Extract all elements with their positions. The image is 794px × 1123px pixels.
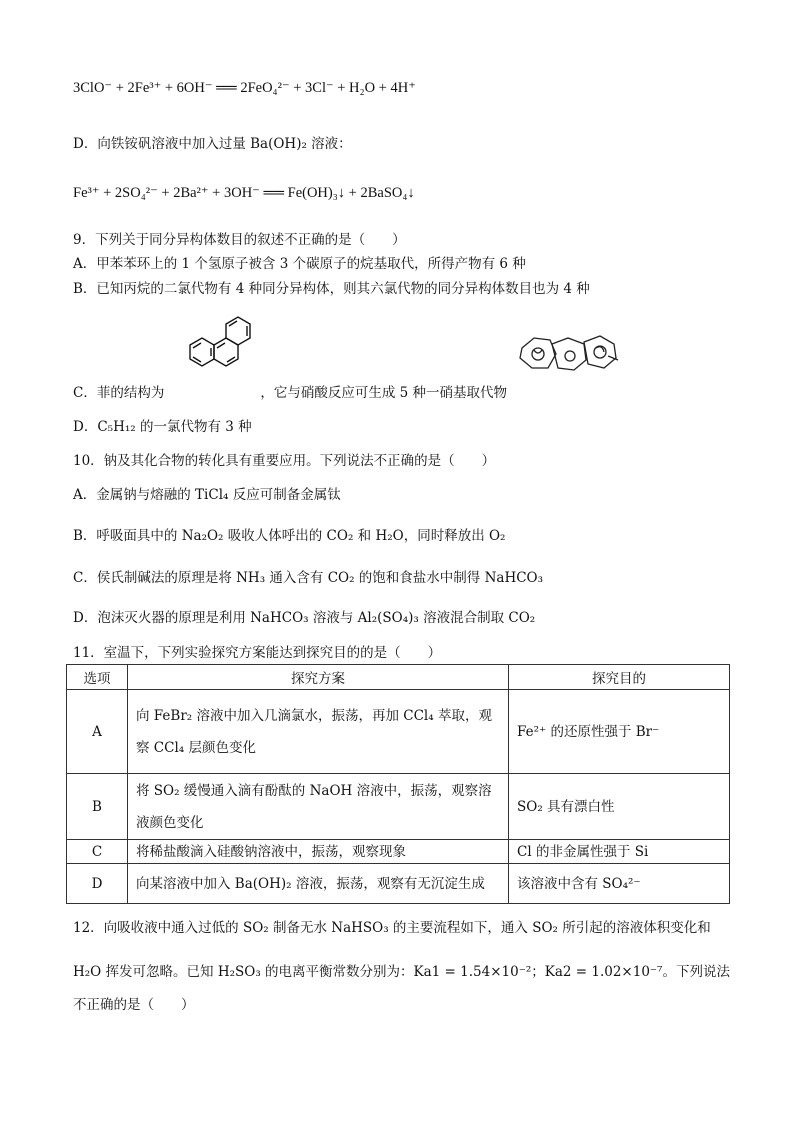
handwritten-sketch: [512, 318, 622, 388]
row-option: B: [67, 774, 128, 840]
header-plan: 探究方案: [128, 665, 509, 690]
q9-option-c-after: ，它与硝酸反应可生成 5 种一硝基取代物: [260, 385, 508, 401]
q12-line-1: 12．向吸收液中通入过低的 SO₂ 制备无水 NaHSO₃ 的主要流程如下，通入 SO₂ 所引起的溶液体积变化和: [73, 920, 711, 936]
row-plan: 将稀盐酸滴入硅酸钠溶液中，振荡，观察现象: [128, 840, 509, 864]
row-goal: Fe²⁺ 的还原性强于 Br⁻: [509, 690, 730, 774]
q9-option-a: A．甲苯苯环上的 1 个氢原子被含 3 个碳原子的烷基取代，所得产物有 6 种: [73, 256, 526, 272]
header-option: 选项: [67, 665, 128, 690]
table-row: [67, 774, 730, 840]
table-row: [67, 864, 730, 904]
q12-line-2: H₂O 挥发可忽略。已知 H₂SO₃ 的电离平衡常数分别为：Ka1 = 1.54×10⁻²；Ka2 = 1.02×10⁻⁷。下列说法: [73, 964, 730, 980]
q10-option-d: D．泡沫灭火器的原理是利用 NaHCO₃ 溶液与 Al₂(SO₄)₃ 溶液混合制取 CO₂: [73, 610, 536, 626]
equation-c-tail: 3ClO⁻ + 2Fe³⁺ + 6OH⁻ ══ 2FeO₄²⁻ + 3Cl⁻ + H₂O + 4H⁺: [73, 80, 416, 96]
row-option: A: [67, 690, 128, 774]
phenanthrene-structure: [168, 300, 266, 390]
header-goal: 探究目的: [509, 665, 730, 690]
row-goal: 该溶液中含有 SO₄²⁻: [509, 864, 730, 904]
table-row: [67, 840, 730, 864]
row-goal: Cl 的非金属性强于 Si: [509, 840, 730, 864]
row-plan: 向某溶液中加入 Ba(OH)₂ 溶液，振荡，观察有无沉淀生成: [128, 864, 509, 904]
q11-table: [66, 664, 730, 904]
equation-d: Fe³⁺ + 2SO₄²⁻ + 2Ba²⁺ + 3OH⁻ ══ Fe(OH)₃↓ + 2BaSO₄↓: [73, 185, 415, 201]
q9-option-c-before: C．菲的结构为: [73, 385, 165, 401]
q9-option-c: [73, 383, 507, 403]
row-option: C: [67, 840, 128, 864]
q10-option-b: B．呼吸面具中的 Na₂O₂ 吸收人体呼出的 CO₂ 和 H₂O，同时释放出 O₂: [73, 528, 506, 544]
row-plan: 向 FeBr₂ 溶液中加入几滴氯水，振荡，再加 CCl₄ 萃取，观察 CCl₄ 层颜色变化: [128, 690, 509, 774]
q8-option-d: D．向铁铵矾溶液中加入过量 Ba(OH)₂ 溶液：: [73, 136, 352, 152]
table-row: [67, 690, 730, 774]
q10-stem: 10．钠及其化合物的转化具有重要应用。下列说法不正确的是（ ）: [73, 453, 496, 469]
row-goal: SO₂ 具有漂白性: [509, 774, 730, 840]
q11-stem: 11．室温下，下列实验探究方案能达到探究目的的是（ ）: [73, 645, 442, 661]
q12-line-3: 不正确的是（ ）: [73, 997, 195, 1013]
row-plan: 将 SO₂ 缓慢通入滴有酚酞的 NaOH 溶液中，振荡，观察溶液颜色变化: [128, 774, 509, 840]
row-option: D: [67, 864, 128, 904]
q9-option-b: B．已知丙烷的二氯代物有 4 种同分异构体，则其六氯代物的同分异构体数目也为 4 种: [73, 281, 590, 297]
q9-stem: 9．下列关于同分异构体数目的叙述不正确的是（ ）: [73, 232, 406, 248]
q10-option-a: A．金属钠与熔融的 TiCl₄ 反应可制备金属钛: [73, 487, 341, 503]
q9-option-d: D．C₅H₁₂ 的一氯代物有 3 种: [73, 419, 252, 435]
q10-option-c: C．侯氏制碱法的原理是将 NH₃ 通入含有 CO₂ 的饱和食盐水中制得 NaHCO₃: [73, 570, 544, 586]
table-header-row: [67, 665, 730, 690]
